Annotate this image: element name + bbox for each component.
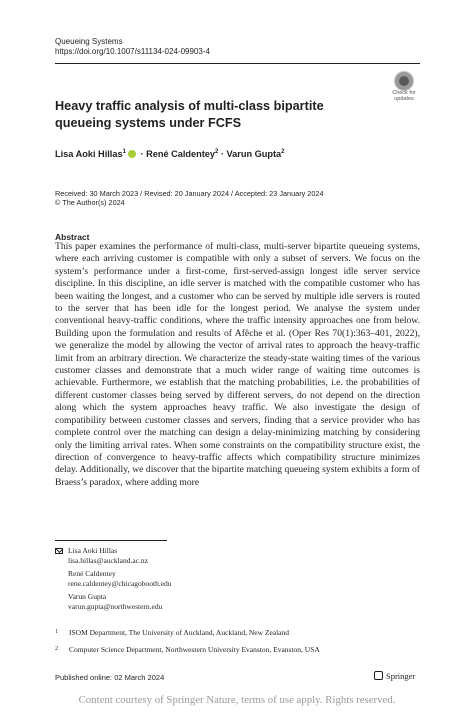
contact-email[interactable]: lisa.hillas@auckland.ac.nz xyxy=(68,555,149,565)
journal-header xyxy=(55,37,210,57)
author-list: Lisa Aoki Hillas$^1$ · René Caldentey$^2$ · Varun Gupta$^2$ xyxy=(55,149,285,160)
date-history: Received: 30 March 2023 / Revised: 20 January 2024 / Accepted: 23 January 2024 xyxy=(55,189,324,198)
author-name[interactable]: Lisa Aoki Hillas xyxy=(55,149,123,160)
contact-entry xyxy=(68,546,172,565)
author-name[interactable]: Varun Gupta xyxy=(226,149,282,160)
header-rule xyxy=(55,63,420,64)
abstract-text: This paper examines the performance of multi-class, multi-server bipartite queueing systems, where each arriving customer is compatible with only a subset of servers. We focus on the system’s performance under a first-come, first-served-assign longest idle server service discipline. In this discipline, an idle server is matched with the compatible customer who has been waiting the longest, and a customer who can be served by multiple idle servers is routed to the server that has been idle for the longest period. We analyse the system under conventional heavy-traffic conditions, where the traffic intensity approaches one from below. Building upon the formulation and results of Afêche et al. (Oper Res 70(1):363–401, 2022), we generalize the model by allowing the vector of arrival rates to approach the heavy-traffic limit from an arbitrary direction. We characterize the steady-state waiting times of the various customer classes and demonstrate that a much wider range of waiting time outcomes is achievable. Furthermore, we establish that the matching probabilities, i.e. the probabilities of different customer classes being served by different servers, do not depend on the direction along which the system approaches heavy traffic. We also investigate the design of compatibility between customer classes and servers, finding that a service provider who has complete control over the matching can design a delay-minimizing matching by considering only the limiting arrival rates. When some constraints on the compatibility structure exist, the direction of convergence to heavy-traffic affects which compatibility structure minimizes delay. Additionally, we discover that the bipartite matching queueing system exhibits a form of Braess’s paradox, where adding more xyxy=(55,241,420,488)
update-icon xyxy=(394,71,414,91)
contact-name: Lisa Aoki Hillas xyxy=(68,546,118,555)
footnote-rule xyxy=(55,540,167,541)
author-name[interactable]: René Caldentey xyxy=(146,149,216,160)
affiliation: 1 ISOM Department, The University of Auckland, Auckland, New Zealand xyxy=(55,628,290,637)
badge-text: Check for updates xyxy=(392,90,416,102)
article-title: Heavy traffic analysis of multi-class bipartite queueing systems under FCFS xyxy=(55,99,324,130)
contact-entry xyxy=(68,592,172,611)
abstract-heading: Abstract xyxy=(55,232,90,242)
orcid-icon[interactable] xyxy=(128,150,136,158)
publisher-logo[interactable]: Springer xyxy=(374,671,415,681)
contact-entry xyxy=(68,569,172,588)
springer-horse-icon xyxy=(374,671,383,680)
envelope-icon xyxy=(55,548,63,554)
contact-email[interactable]: varun.gupta@northwestern.edu xyxy=(68,601,163,611)
published-date: Published online: 02 March 2024 xyxy=(55,673,165,682)
journal-name: Queueing Systems xyxy=(55,37,123,46)
author-contacts xyxy=(55,546,172,615)
doi-link[interactable]: https://doi.org/10.1007/s11134-024-09903-4 xyxy=(55,47,210,56)
article-history xyxy=(55,189,324,207)
contact-email[interactable]: rene.caldentey@chicagobooth.edu xyxy=(68,578,172,588)
courtesy-notice: Content courtesy of Springer Nature, terms of use apply. Rights reserved. xyxy=(78,694,396,706)
copyright: © The Author(s) 2024 xyxy=(55,198,125,207)
contact-name: René Caldentey xyxy=(68,569,116,578)
affiliation: 2 Computer Science Department, Northwestern University Evanston, Evanston, USA xyxy=(55,645,320,654)
check-for-updates-badge[interactable] xyxy=(388,71,420,103)
contact-name: Varun Gupta xyxy=(68,592,107,601)
